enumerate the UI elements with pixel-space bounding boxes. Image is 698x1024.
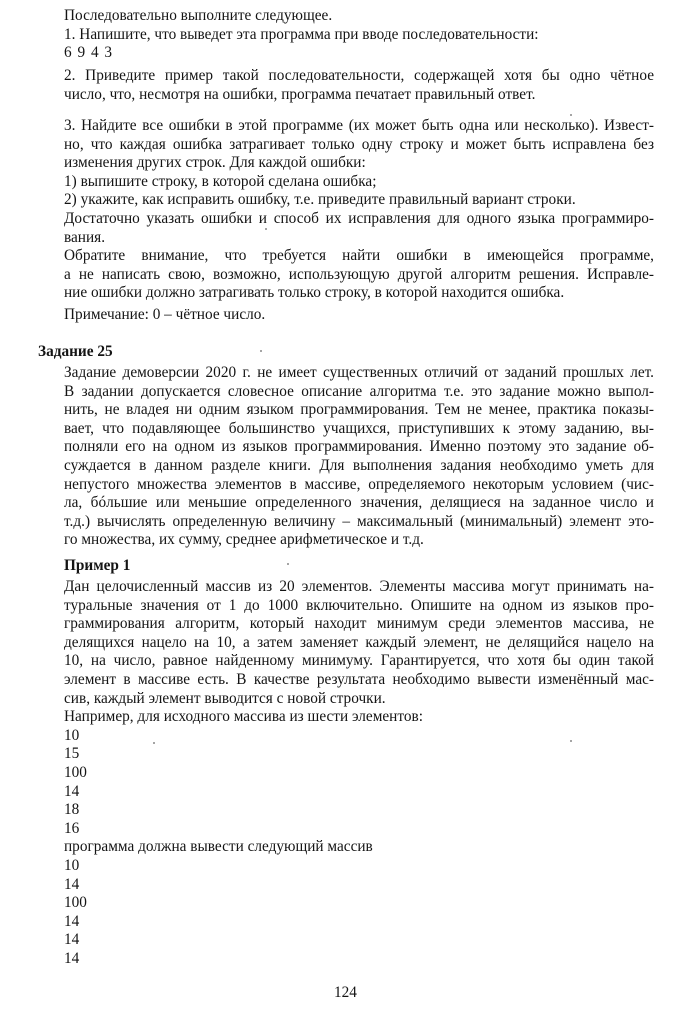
intro-block	[64, 7, 654, 63]
scan-speck	[260, 350, 262, 352]
item-3-line: ние ошибки должно затрагивать только строку, в которой находится ошибка.	[64, 284, 565, 302]
scan-speck	[265, 228, 267, 230]
example-line: сив, каждый элемент выводится с новой строчки.	[64, 689, 386, 707]
input-array-item: 15	[64, 745, 80, 763]
section-body	[64, 364, 654, 550]
section-line: вает, что подавляющее большинство учащихся, приступивших к этому заданию, вы-	[64, 419, 654, 437]
item-3-line: 1) выпишите строку, в которой сделана ошибка;	[64, 172, 377, 190]
item-3-line: вания.	[64, 228, 106, 246]
input-array-item: 16	[64, 819, 80, 837]
item-3-line: а не написать свою, возможно, использующую другой алгоритм решения. Исправле-	[64, 265, 654, 283]
section-line: непустого множества элементов в массиве, определяемого некоторым условием (чис-	[64, 475, 654, 493]
item-3-line: 3. Найдите все ошибки в этой программе (их может быть одна или несколько). Извест-	[64, 117, 654, 134]
scan-speck	[287, 563, 289, 565]
example-line: элемент в массиве есть. В качестве результата необходимо вывести изменённый мас-	[64, 670, 654, 688]
example-line: Например, для исходного массива из шести элементов:	[64, 708, 423, 726]
section-heading: Задание 25	[38, 343, 113, 360]
note-block	[64, 306, 654, 325]
example-line: граммирования алгоритм, который находит минимум среди элементов массива, не	[64, 615, 654, 633]
output-array-item: 100	[64, 894, 87, 912]
output-array	[64, 857, 654, 969]
intro-line: 1. Напишите, что выведет эта программа при вводе последовательности:	[64, 25, 539, 43]
example-line: 10, на число, равное найденному минимуму. Гарантируется, что хотя бы один такой	[64, 652, 654, 670]
output-array-item: 14	[64, 875, 80, 893]
output-array-item: 14	[64, 912, 80, 930]
section-line: ла, бóльшие или меньшие определенного значения, делящиеся на заданное число и	[64, 494, 654, 512]
input-array-item: 18	[64, 801, 80, 819]
intro-line: Последовательно выполните следующее.	[64, 7, 333, 24]
item-3-block	[64, 117, 654, 303]
section-line: суждается в данном разделе книги. Для выполнения задания необходимо уметь для	[64, 456, 654, 474]
section-line: В задании допускается словесное описание алгоритма т.е. это задание можно выпол-	[64, 382, 654, 400]
item-2-line: число, что, несмотря на ошибки, программа печатает правильный ответ.	[64, 85, 536, 103]
scan-speck	[153, 742, 155, 744]
example-line: Дан целочисленный массив из 20 элементов. Элементы массива могут принимать на-	[64, 578, 654, 595]
item-2-block	[64, 67, 654, 104]
section-line: го множества, их сумму, среднее арифметическое и т.д.	[64, 531, 424, 549]
page-number: 124	[334, 984, 357, 1001]
output-array-item: 14	[64, 949, 80, 967]
example-body	[64, 578, 654, 968]
output-array-item: 14	[64, 931, 80, 949]
example-heading: Пример 1	[64, 557, 131, 574]
output-array-item: 10	[64, 856, 80, 874]
section-line: нить, не владея ни одним языком программирования. Тем не менее, практика показы-	[64, 401, 654, 419]
example-line: туральные значения от 1 до 1000 включительно. Опишите на одном из языков про-	[64, 596, 654, 614]
section-line: Задание демоверсии 2020 г. не имеет существенных отличий от заданий прошлых лет.	[64, 364, 654, 381]
intro-sequence: 6 9 4 3	[64, 44, 114, 62]
output-caption: программа должна вывести следующий массив	[64, 838, 373, 856]
scan-speck	[570, 114, 572, 116]
input-array-item: 14	[64, 782, 80, 800]
example-line: делящихся нацело на 10, а затем заменяет каждый элемент, не делящийся нацело на	[64, 633, 654, 651]
section-line: т.д.) вычислять определенную величину – максимальный (минимальный) элемент это-	[64, 512, 654, 530]
input-array-item: 100	[64, 763, 87, 781]
item-3-line: изменения других строк. Для каждой ошибки:	[64, 154, 366, 172]
item-3-line: Обратите внимание, что требуется найти ошибки в имеющейся программе,	[64, 247, 654, 265]
item-3-line: 2) укажите, как исправить ошибку, т.е. приведите правильный вариант строки.	[64, 191, 576, 209]
note-text: Примечание: 0 – чётное число.	[64, 306, 266, 323]
scan-speck	[570, 740, 572, 742]
input-array-item: 10	[64, 726, 80, 744]
item-3-line: но, что каждая ошибка затрагивает только одну строку и может быть исправлена без	[64, 135, 654, 153]
section-line: полняли его на одном из языков программирования. Именно поэтому это задание об-	[64, 438, 654, 456]
item-2-line: 2. Приведите пример такой последовательности, содержащей хотя бы одно чётное	[64, 67, 654, 84]
item-3-line: Достаточно указать ошибки и способ их исправления для одного языка программиро-	[64, 209, 654, 227]
